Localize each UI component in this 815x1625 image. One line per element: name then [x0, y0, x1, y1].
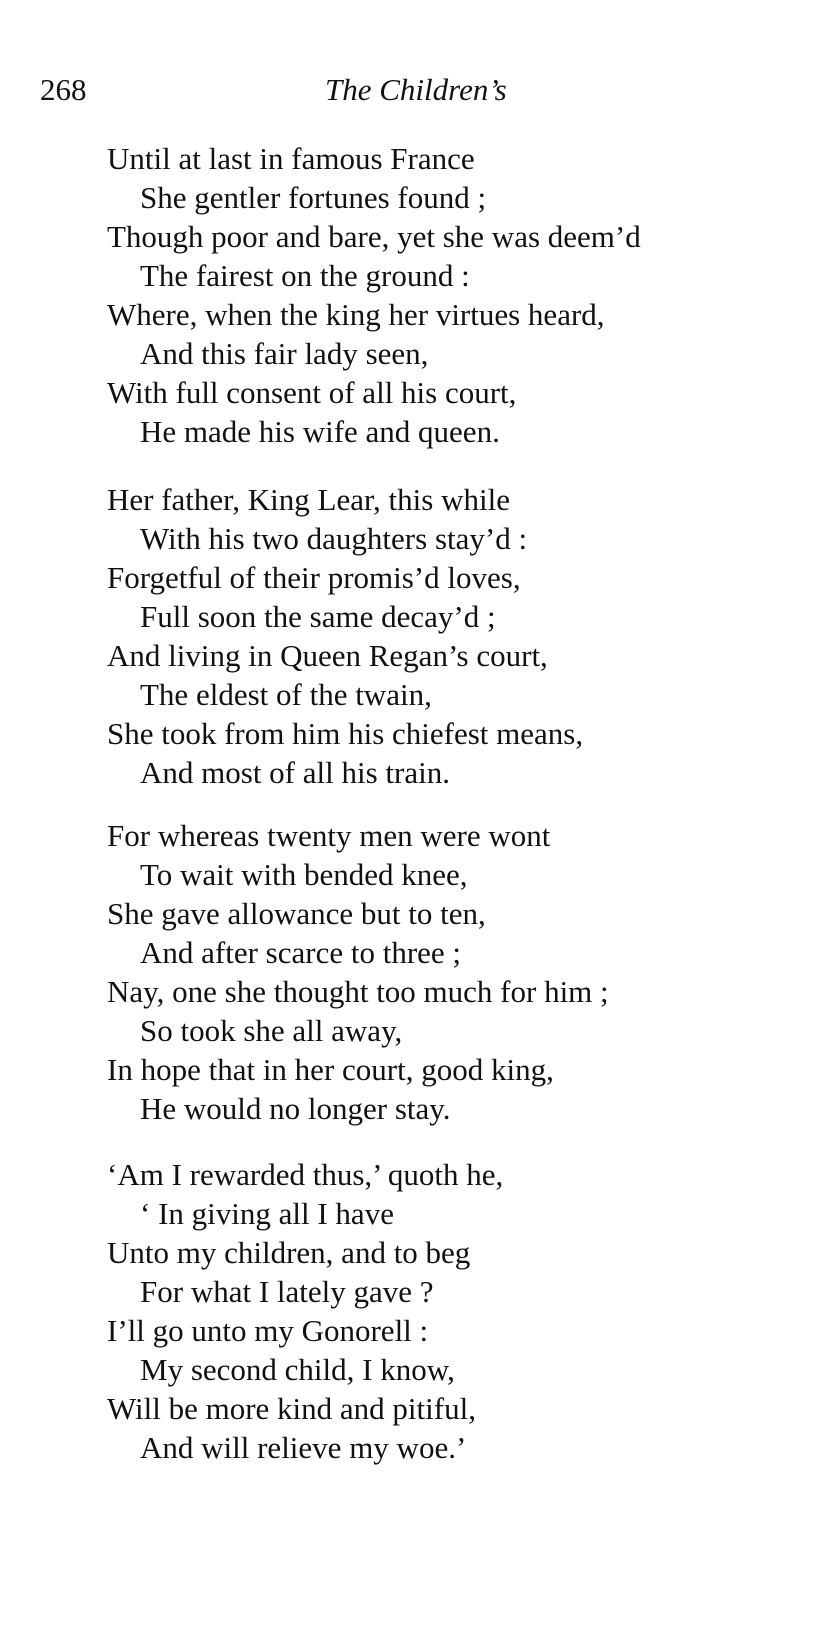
- poem-line: Unto my children, and to beg: [107, 1235, 471, 1270]
- poem-line: Forgetful of their promis’d loves,: [107, 560, 521, 595]
- poem-line: He would no longer stay.: [140, 1091, 451, 1126]
- stanza-4: [107, 1155, 797, 1467]
- poem-line: Her father, King Lear, this while: [107, 482, 510, 517]
- poem-line: And this fair lady seen,: [140, 336, 429, 371]
- poem-line: Will be more kind and pitiful,: [107, 1391, 476, 1426]
- poem-line: To wait with bended knee,: [140, 857, 468, 892]
- poem-line: ‘ In giving all I have: [140, 1196, 394, 1231]
- running-title: The Children’s: [325, 72, 507, 107]
- poem-line: My second child, I know,: [140, 1352, 455, 1387]
- poem-line: And will relieve my woe.’: [140, 1430, 467, 1465]
- poem-line: And living in Queen Regan’s court,: [107, 638, 548, 673]
- poem-line: She gentler fortunes found ;: [140, 180, 487, 215]
- page-number: 268: [40, 72, 87, 107]
- poem-line: With full consent of all his court,: [107, 375, 517, 410]
- poem-line: And after scarce to three ;: [140, 935, 462, 970]
- poem-line: I’ll go unto my Gonorell :: [107, 1313, 429, 1348]
- poem-line: The eldest of the twain,: [140, 677, 432, 712]
- poem-line: Though poor and bare, yet she was deem’d: [107, 219, 641, 254]
- poem-line: The fairest on the ground :: [140, 258, 470, 293]
- poem-line: Full soon the same decay’d ;: [140, 599, 496, 634]
- stanza-2: [107, 480, 797, 792]
- poem-line: She gave allowance but to ten,: [107, 896, 486, 931]
- poem-line: And most of all his train.: [140, 755, 450, 790]
- poem-line: For whereas twenty men were wont: [107, 818, 551, 853]
- poem-line: Until at last in famous France: [107, 141, 475, 176]
- poem-line: She took from him his chiefest means,: [107, 716, 584, 751]
- poem-line: Where, when the king her virtues heard,: [107, 297, 605, 332]
- poem-line: Nay, one she thought too much for him ;: [107, 974, 609, 1009]
- poem-line: He made his wife and queen.: [140, 414, 500, 449]
- poem-line: For what I lately gave ?: [140, 1274, 434, 1309]
- poem-line: In hope that in her court, good king,: [107, 1052, 554, 1087]
- stanza-1: [107, 139, 797, 451]
- poem-line: ‘Am I rewarded thus,’ quoth he,: [107, 1157, 504, 1192]
- poem-line: With his two daughters stay’d :: [140, 521, 528, 556]
- stanza-3: [107, 816, 797, 1128]
- poem-line: So took she all away,: [140, 1013, 403, 1048]
